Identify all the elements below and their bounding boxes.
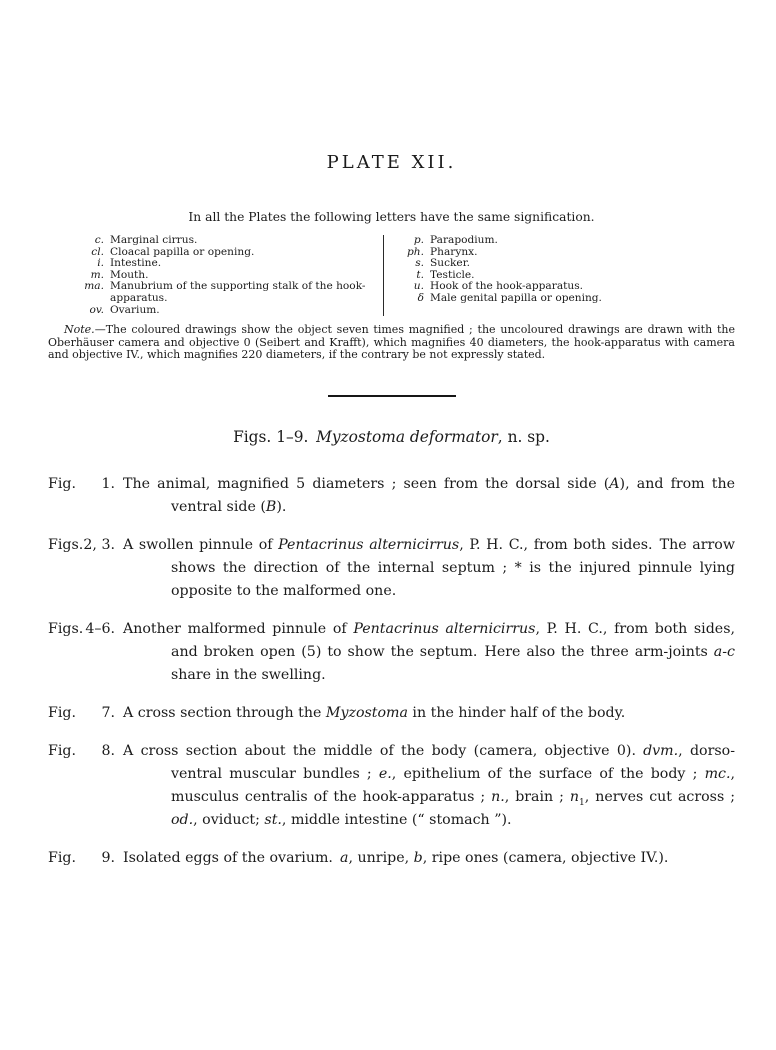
legend-intro-line: In all the Plates the following letters have the same signification. [188,210,595,224]
text-segment: ), and from the ventral side ( [171,475,736,515]
figure-label-prefix: Figs. [48,620,84,637]
figure-label [48,618,115,687]
note-paragraph [48,324,735,362]
figure-label-number: 8. [101,742,115,759]
text-segment: , middle intestine (“ stomach ”). [281,811,512,828]
figure-entry [48,473,735,519]
figure-label-number: 9. [101,849,115,866]
figure-label-prefix: Fig. [48,704,76,721]
text-segment: od. [171,811,194,828]
legend-abbreviation: δ [417,291,424,304]
text-segment: , ripe ones (camera, objective IV.). [422,849,669,866]
figure-description [123,847,735,870]
text-segment: b [413,849,423,866]
text-segment: Pentacrinus alternicirrus [353,620,536,637]
text-segment: , epithelium of the surface of the body ; [391,765,705,782]
legend-abbreviation: m. [90,268,104,281]
text-segment: , unripe, [348,849,414,866]
text-segment: Another malformed pinnule of [123,620,354,637]
text-segment: , P. H. C., from both sides, and broken open (5) to show the septum. Here also the three arm-joints [171,620,735,660]
text-segment: Note. [64,323,95,337]
legend-item [384,235,735,247]
figure-label [48,740,115,832]
text-segment: n. [491,788,505,805]
legend-abbreviation: u. [413,280,424,293]
text-segment: Pentacrinus alternicirrus [278,536,460,553]
text-segment: in the hinder half of the body. [407,704,626,721]
legend-description: Cloacal papilla or opening. [110,245,255,258]
text-segment: n [569,788,580,805]
text-segment: Myzostoma [325,704,408,721]
figure-entry [48,847,735,870]
figure-label [48,473,115,519]
legend-abbreviation: ma. [84,280,104,293]
text-segment: , musculus centralis of the hook-apparatus ; [171,765,736,805]
section-divider-rule [328,395,456,397]
figure-label [48,702,115,725]
legend-abbreviation: s. [415,257,424,270]
figure-entry [48,618,735,687]
text-segment: Isolated eggs of the ovarium. [123,849,341,866]
legend-description: Marginal cirrus. [110,234,198,246]
figure-description [123,473,735,519]
figures-section-heading [48,428,735,446]
figure-label-prefix: Fig. [48,475,76,492]
text-segment: , nerves cut across ; [584,788,735,805]
text-segment: , n. sp. [497,427,550,446]
figure-label-number: 2, 3. [83,536,115,553]
legend-description: Ovarium. [110,303,160,316]
legend-description: Mouth. [110,268,149,281]
text-segment: —The coloured drawings show the object seven times magnified ; the uncoloured drawings are drawn with the Oberhäuser camera and objective 0 (Seibert and Krafft), which magnifies 40 diameters, the hook-apparatus with camera and objective IV., which magnifies 220 diameters, if the contrary be not expressly stated. [48,323,735,362]
text-segment: , oviduct; [193,811,265,828]
figure-label [48,534,115,603]
text-segment: A cross section about the middle of the body (camera, objective 0). [123,742,644,759]
text-segment: dvm. [643,742,679,759]
legend-abbreviation: ph. [407,245,424,258]
figure-description [123,702,735,725]
figure-label-number: 7. [101,704,115,721]
letter-signification-legend [48,235,735,316]
legend-description: Intestine. [110,257,162,270]
figure-entry [48,534,735,603]
figure-entry [48,702,735,725]
figure-descriptions-list [48,473,735,870]
text-segment: , brain ; [504,788,570,805]
legend-description: Parapodium. [430,234,498,246]
figure-description [123,534,735,603]
legend-description: Testicle. [430,268,475,281]
figure-description [123,740,735,832]
legend-abbreviation: c. [94,234,104,246]
figure-entry [48,740,735,832]
figure-label-prefix: Fig. [48,849,76,866]
text-segment: share in the swelling. [171,666,326,683]
text-segment: ). [276,498,287,515]
text-segment: e. [378,765,392,782]
legend-item [48,305,381,317]
text-segment: Myzostoma deformator [316,427,498,446]
figure-label-prefix: Fig. [48,742,76,759]
text-segment: A [609,475,620,492]
figure-label-number: 1. [101,475,115,492]
legend-left-column [48,235,384,316]
legend-abbreviation: cl. [91,245,104,258]
legend-description: Sucker. [430,257,470,270]
text-segment: st. [264,811,282,828]
legend-right-column [384,235,735,316]
text-segment: c [727,643,735,660]
legend-item [384,293,735,305]
legend-item [48,281,381,304]
text-segment: The animal, magnified 5 diameters ; seen from the dorsal side ( [123,475,610,492]
figure-label [48,847,115,870]
text-segment: A swollen pinnule of [123,536,279,553]
text-segment: 1 [579,797,585,808]
text-segment: Figs. 1–9. [233,427,317,446]
legend-item [48,235,381,247]
text-segment: mc. [704,765,731,782]
legend-description: Hook of the hook-apparatus. [430,280,584,293]
legend-abbreviation: ov. [89,303,104,316]
text-segment: A cross section through the [123,704,326,721]
legend-description: Manubrium of the supporting stalk of the hook-apparatus. [110,280,366,304]
text-segment: , dorso-ventral muscular bundles ; [171,742,735,782]
legend-description: Pharynx. [430,245,478,258]
text-segment: , P. H. C., from both sides. The arrow shows the direction of the internal septum ; * is the injured pinnule lying opposite to the malformed one. [171,536,735,599]
legend-description: Male genital papilla or opening. [430,291,602,304]
legend-abbreviation: i. [97,257,104,270]
text-segment: B [265,498,277,515]
text-segment: a [713,643,723,660]
plate-title: PLATE XII. [326,152,457,173]
text-segment: a [340,849,349,866]
figure-label-number: 4–6. [85,620,115,637]
figure-label-prefix: Figs. [48,536,84,553]
legend-abbreviation: t. [416,268,424,281]
legend-abbreviation: p. [413,234,424,246]
text-segment: - [722,643,728,660]
figure-description [123,618,735,687]
